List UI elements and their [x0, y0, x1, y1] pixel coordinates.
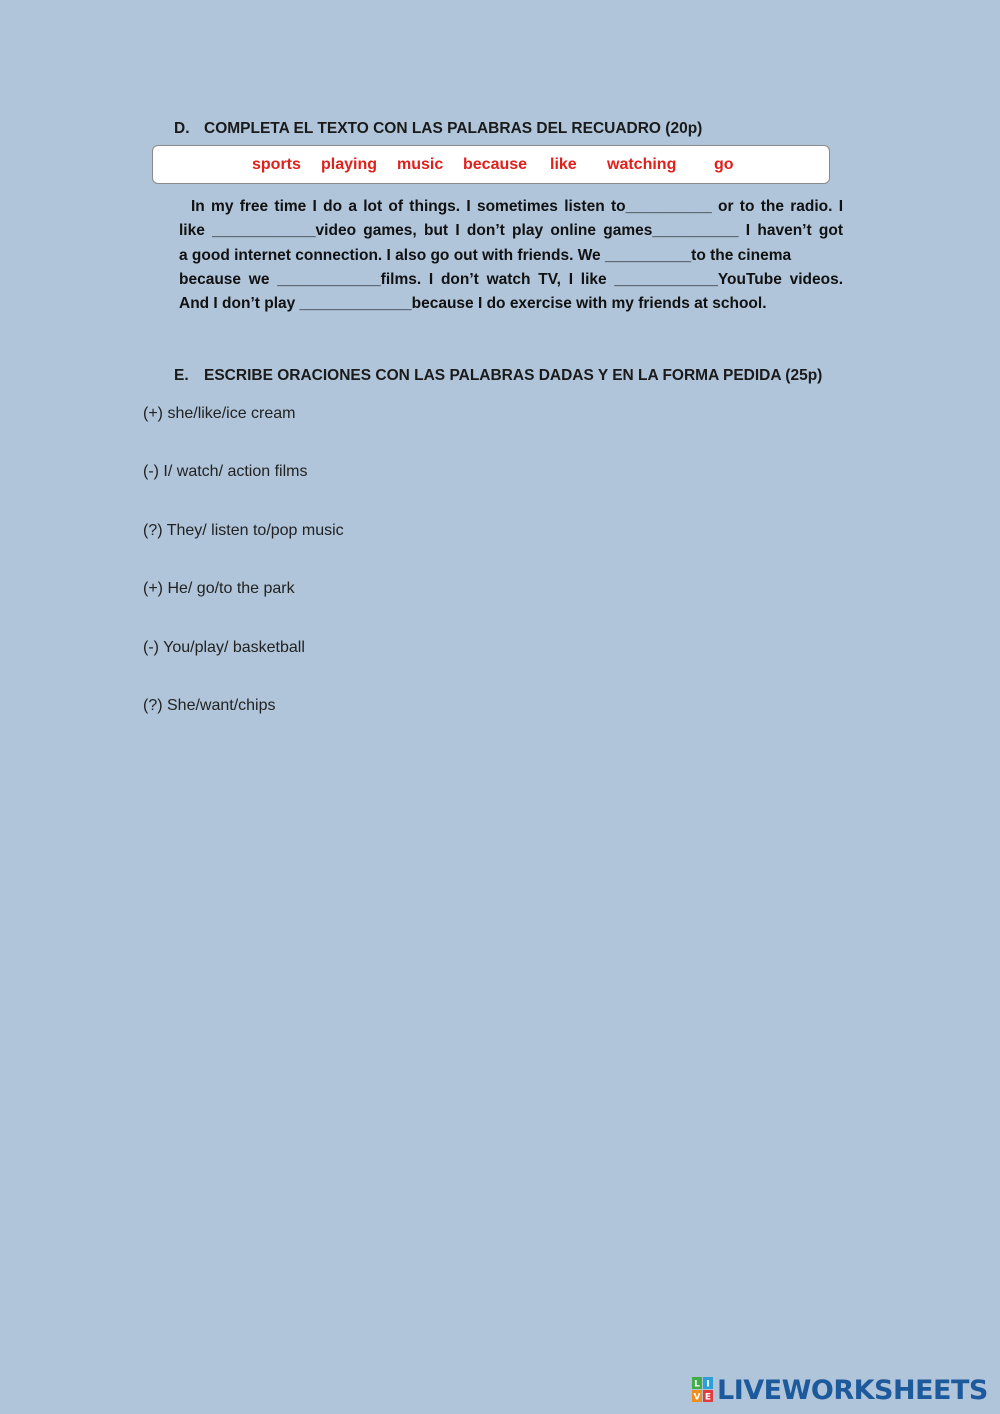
liveworksheets-logo-icon: [692, 1377, 714, 1403]
svg-text:I: I: [706, 1379, 710, 1390]
word-bank-item: because: [463, 156, 528, 173]
section-d-title: COMPLETA EL TEXTO CON LAS PALABRAS DEL RECUADRO (20p): [204, 120, 703, 137]
svg-text:E: E: [704, 1392, 712, 1403]
paragraph-line: In my free time I do a lot of things. I sometimes listen to__________ or to the radio. I: [191, 198, 843, 215]
sentence-prompt: (-) You/play/ basketball: [143, 639, 305, 656]
sentence-prompt: (?) They/ listen to/pop music: [143, 522, 344, 539]
section-d-letter: D.: [174, 120, 190, 137]
sentence-prompt: (?) She/want/chips: [143, 697, 276, 714]
svg-text:L: L: [694, 1379, 700, 1390]
liveworksheets-wordmark: LIVEWORKSHEETS: [717, 1374, 988, 1406]
paragraph-line: And I don’t play _____________because I do exercise with my friends at school.: [179, 295, 767, 313]
word-bank-item: playing: [321, 156, 378, 173]
sentence-prompt: (-) I/ watch/ action films: [143, 463, 308, 480]
paragraph-line: a good internet connection. I also go out with friends. We __________to the cinema: [179, 246, 792, 264]
liveworksheets-brand: [692, 1373, 988, 1407]
word-bank-item: sports: [252, 156, 301, 173]
section-d-heading: [174, 120, 702, 138]
section-e-title: ESCRIBE ORACIONES CON LAS PALABRAS DADAS Y EN LA FORMA PEDIDA (25p): [204, 367, 823, 384]
paragraph-line: like ____________video games, but I don’t play online games__________ I haven’t got: [179, 222, 843, 240]
svg-text:V: V: [693, 1392, 701, 1403]
section-e-heading: [174, 367, 822, 385]
sentence-prompt: (+) He/ go/to the park: [143, 580, 295, 597]
paragraph-line: because we ____________films. I don’t watch TV, I like ____________YouTube videos.: [179, 270, 843, 288]
word-bank-item: watching: [607, 156, 677, 173]
section-e-letter: E.: [174, 367, 189, 384]
fill-in-paragraph: [179, 195, 843, 316]
sentence-prompt: (+) she/like/ice cream: [143, 405, 296, 422]
word-bank-item: go: [714, 156, 734, 173]
word-bank-item: music: [397, 156, 444, 173]
word-bank-item: like: [550, 156, 577, 173]
word-bank-box: [152, 145, 830, 184]
